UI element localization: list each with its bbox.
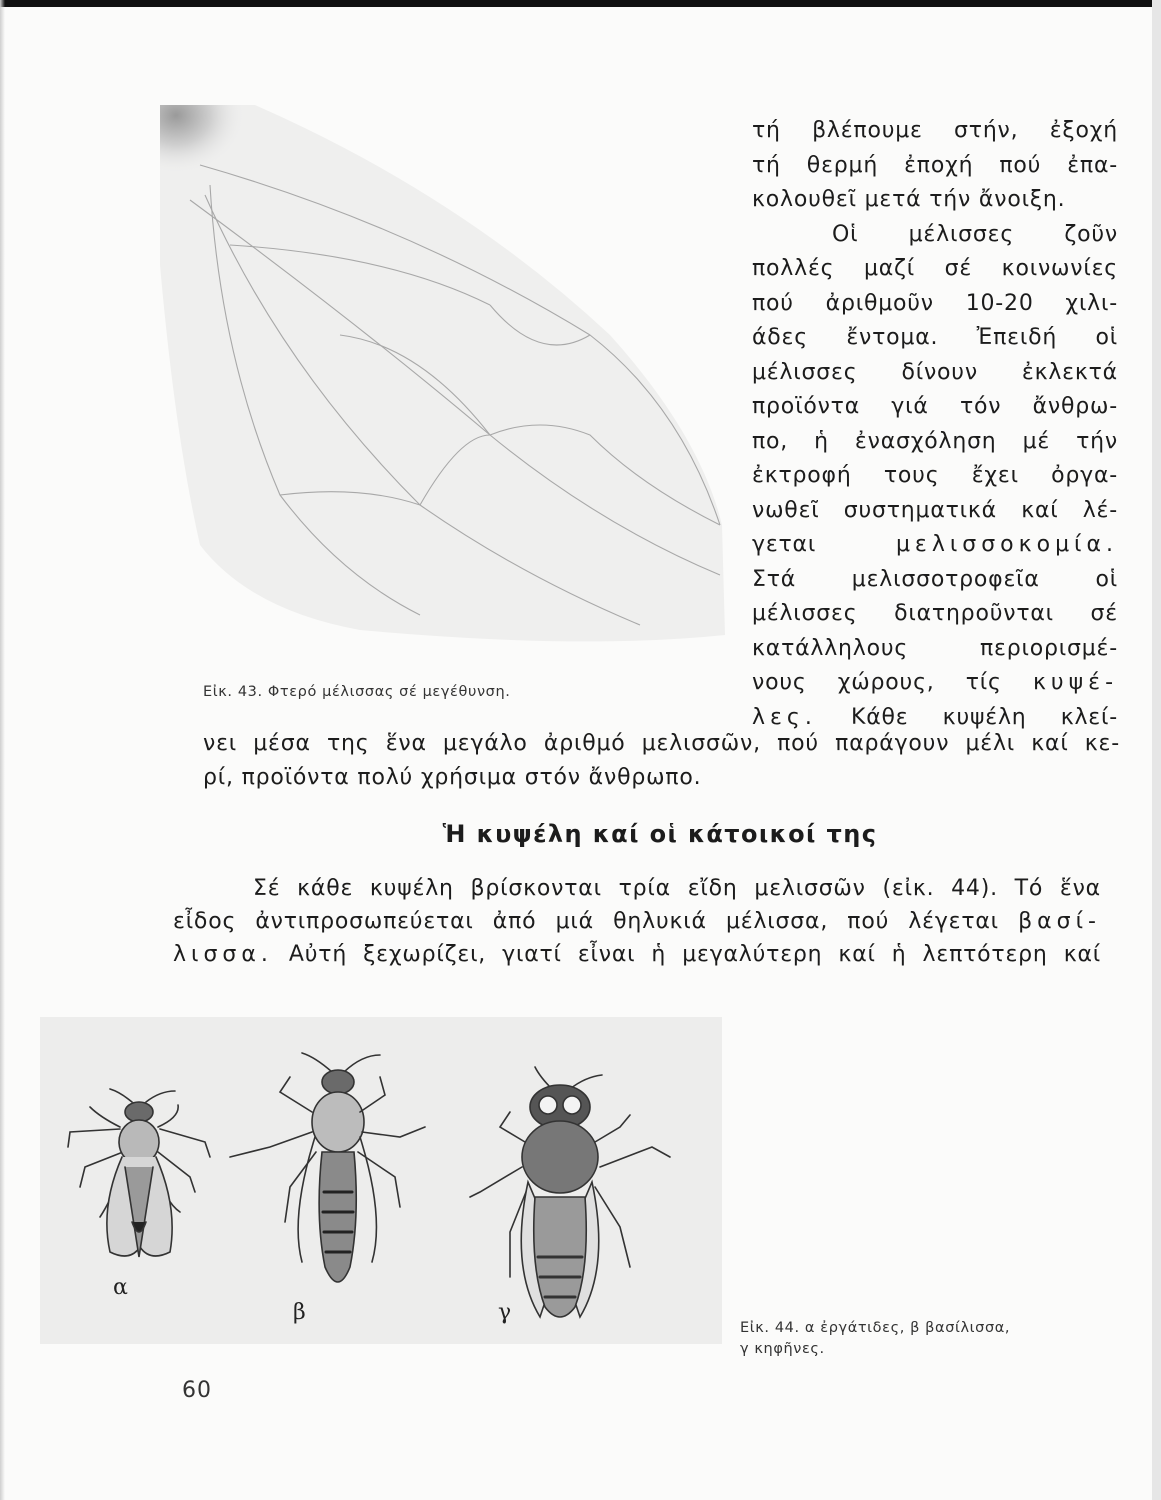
bees-figure — [40, 1017, 722, 1344]
text-line: πολλές μαζί σέ κοινωνίες — [752, 256, 1118, 281]
spaced-term: βασί- — [1018, 909, 1101, 934]
section-heading: Ἡ κυψέλη καί οἱ κάτοικοί της — [442, 820, 878, 848]
worker-bee-drawing — [68, 1089, 210, 1257]
caption-line: γ κηφῆνες. — [740, 1341, 825, 1357]
text-line — [173, 938, 1101, 971]
continuation-text — [203, 727, 1120, 795]
paragraph — [173, 872, 1101, 971]
scan-top-border — [0, 0, 1161, 7]
text-fragment: εἶδος ἀντιπροσωπεύεται ἀπό μιά θηλυκιά μέλισσα, πού λέγεται — [173, 909, 999, 934]
text-line: πο, ἡ ἐνασχόληση μέ τήν — [752, 428, 1118, 454]
text-fragment: γεται — [752, 532, 817, 557]
text-line: Σέ κάθε κυψέλη βρίσκονται τρία εἴδη μελισσῶν (εἰκ. 44). Τό ἕνα — [253, 876, 1101, 901]
spaced-term: κυψέ- — [1032, 670, 1119, 695]
text-line: μέλισσες διατηροῦνται σέ — [752, 601, 1118, 626]
text-line: ρί, προϊόντα πολύ χρήσιμα στόν ἄνθρωπο. — [203, 765, 702, 790]
text-line: Οἱ μέλισσες ζοῦν — [832, 221, 1118, 247]
scan-right-edge — [1152, 0, 1161, 1500]
figure-label-alpha: α — [113, 1275, 128, 1300]
text-line: μέλισσες δίνουν ἐκλεκτά — [752, 359, 1118, 385]
text-line: ἐκτροφή τους ἔχει ὀργα- — [752, 463, 1118, 488]
text-line: άδες ἔντομα. Ἐπειδή οἱ — [752, 325, 1118, 350]
text-fragment: νους χώρους, τίς — [752, 670, 1002, 695]
drone-bee-drawing — [470, 1067, 670, 1317]
figure-44-caption — [740, 1318, 1120, 1360]
figure-label-beta: β — [293, 1300, 306, 1325]
text-fragment: Αὐτή ξεχωρίζει, γιατί εἶναι ἡ μεγαλύτερη καί ἡ λεπτότερη καί — [288, 942, 1102, 967]
queen-bee-drawing — [230, 1053, 425, 1282]
bees-illustration — [40, 1017, 722, 1344]
text-line — [173, 905, 1101, 938]
bee-wing-figure — [160, 105, 725, 665]
spaced-term: μελισσοκομία. — [895, 532, 1118, 557]
text-line: κολουθεῖ μετά τήν ἄνοιξη. — [752, 187, 1066, 212]
text-line: τή βλέπουμε στήν, ἐξοχή — [752, 118, 1118, 143]
text-fragment: Κάθε κυψέλη κλεί- — [851, 704, 1118, 730]
spaced-term: λισσα. — [173, 942, 273, 967]
text-line: πού ἀριθμοῦν 10-20 χιλι- — [752, 290, 1118, 316]
figure-43-caption: Εἰκ. 43. Φτερό μέλισσας σέ μεγέθυνση. — [203, 684, 511, 700]
text-line: Στά μελισσοτροφεῖα οἱ — [752, 566, 1118, 592]
text-line: κατάλληλους περιορισμέ- — [752, 635, 1118, 661]
text-line — [752, 666, 1118, 701]
page-number: 60 — [182, 1378, 212, 1403]
text-line: νει μέσα της ἕνα μεγάλο ἀριθμό μελισσῶν, πού παράγουν μέλι καί κε- — [203, 731, 1120, 756]
right-column-text — [752, 114, 1118, 735]
text-line — [752, 528, 1118, 563]
text-line: νωθεῖ συστηματικά καί λέ- — [752, 497, 1118, 523]
spaced-term: λες. — [752, 704, 817, 730]
figure-label-gamma: γ — [498, 1300, 512, 1325]
text-line: τή θερμή ἐποχή πού ἐπα- — [752, 152, 1118, 178]
scan-left-edge — [0, 0, 5, 1500]
text-line: προϊόντα γιά τόν ἄνθρω- — [752, 394, 1118, 419]
caption-line: Εἰκ. 44. α ἐργάτιδες, β βασίλισσα, — [740, 1320, 1011, 1336]
